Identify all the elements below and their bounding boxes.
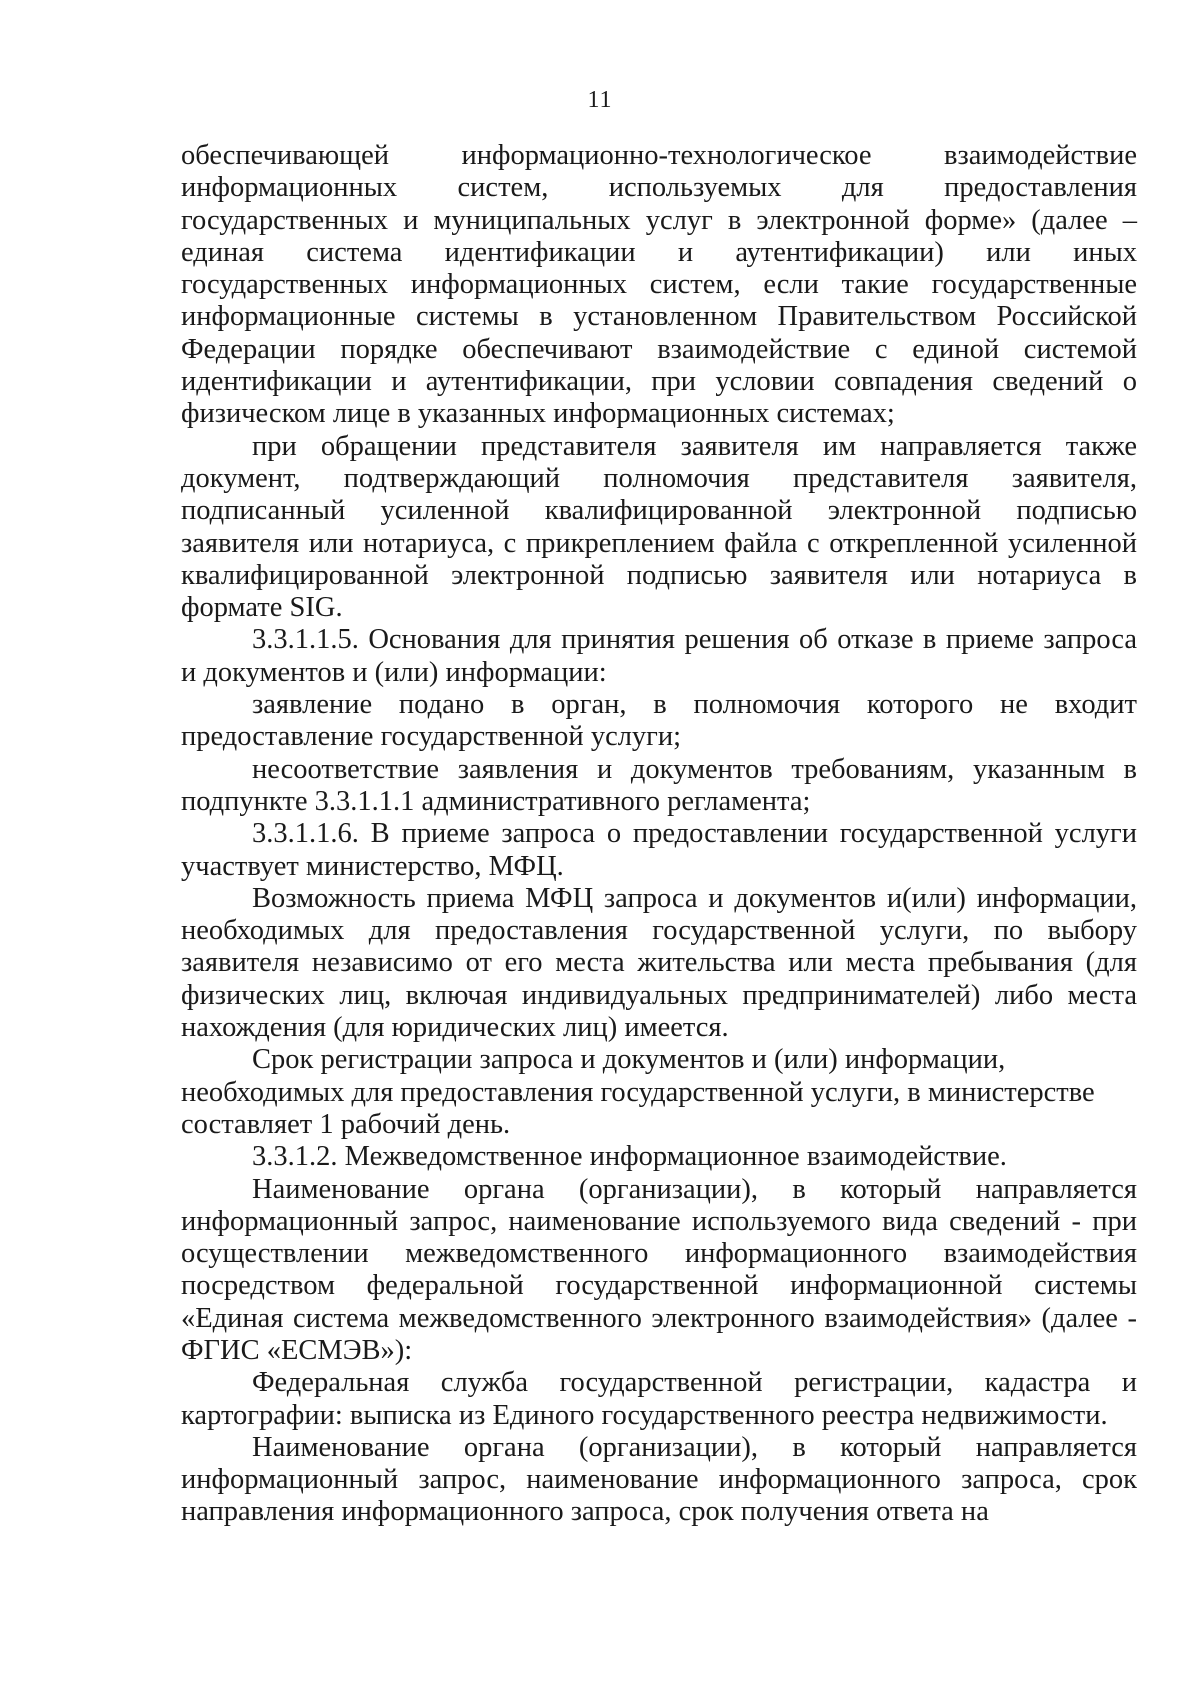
paragraph: Федеральная служба государственной регистрации, кадастра и картографии: выписка из Единого государственного реестра недвижимости. bbox=[181, 1367, 1137, 1431]
paragraph: 3.3.1.1.6. В приеме запроса о предоставлении государственной услуги участвует министерство, МФЦ. bbox=[181, 818, 1137, 882]
paragraph: Возможность приема МФЦ запроса и документов и(или) информации, необходимых для предоставления государственной услуги, по выбору заявителя независимо от его места жительства или места пребывания (для физических лиц, включая индивидуальных предпринимателей) либо места нахождения (для юридических лиц) имеется. bbox=[181, 882, 1137, 1044]
paragraph: при обращении представителя заявителя им направляется также документ, подтверждающий полномочия представителя заявителя, подписанный усиленной квалифицированной электронной подписью заявителя или нотариуса, с прикреплением файла с открепленной усиленной квалифицированной электронной подписью заявителя или нотариуса в формате SIG. bbox=[181, 430, 1137, 624]
paragraph: 3.3.1.1.5. Основания для принятия решения об отказе в приеме запроса и документов и (или) информации: bbox=[181, 624, 1137, 688]
paragraph: Наименование органа (организации), в который направляется информационный запрос, наименование информационного запроса, срок направления информационного запроса, срок получения ответа на bbox=[181, 1431, 1137, 1528]
paragraph: заявление подано в орган, в полномочия которого не входит предоставление государственной услуги; bbox=[181, 689, 1137, 753]
paragraph: несоответствие заявления и документов требованиям, указанным в подпункте 3.3.1.1.1 административного регламента; bbox=[181, 753, 1137, 817]
paragraph: Срок регистрации запроса и документов и (или) информации, необходимых для предоставления государственной услуги, в министерстве составляет 1 рабочий день. bbox=[181, 1044, 1095, 1140]
paragraph: 3.3.1.2. Межведомственное информационное взаимодействие. bbox=[252, 1141, 1007, 1173]
document-body bbox=[181, 140, 1137, 1529]
paragraph: обеспечивающей информационно-технологическое взаимодействие информационных систем, используемых для предоставления государственных и муниципальных услуг в электронной форме» (далее – единая система идентификации и аутентификации) или иных государственных информационных систем, если такие государственные информационные системы в установленном Правительством Российской Федерации порядке обеспечивают взаимодействие с единой системой идентификации и аутентификации, при условии совпадения сведений о физическом лице в указанных информационных системах; bbox=[181, 140, 1137, 430]
paragraph: Наименование органа (организации), в который направляется информационный запрос, наименование используемого вида сведений - при осуществлении межведомственного информационного взаимодействия посредством федеральной государственной информационной системы «Единая система межведомственного электронного взаимодействия» (далее - ФГИС «ЕСМЭВ»): bbox=[181, 1173, 1137, 1366]
page-number: 11 bbox=[587, 87, 613, 113]
